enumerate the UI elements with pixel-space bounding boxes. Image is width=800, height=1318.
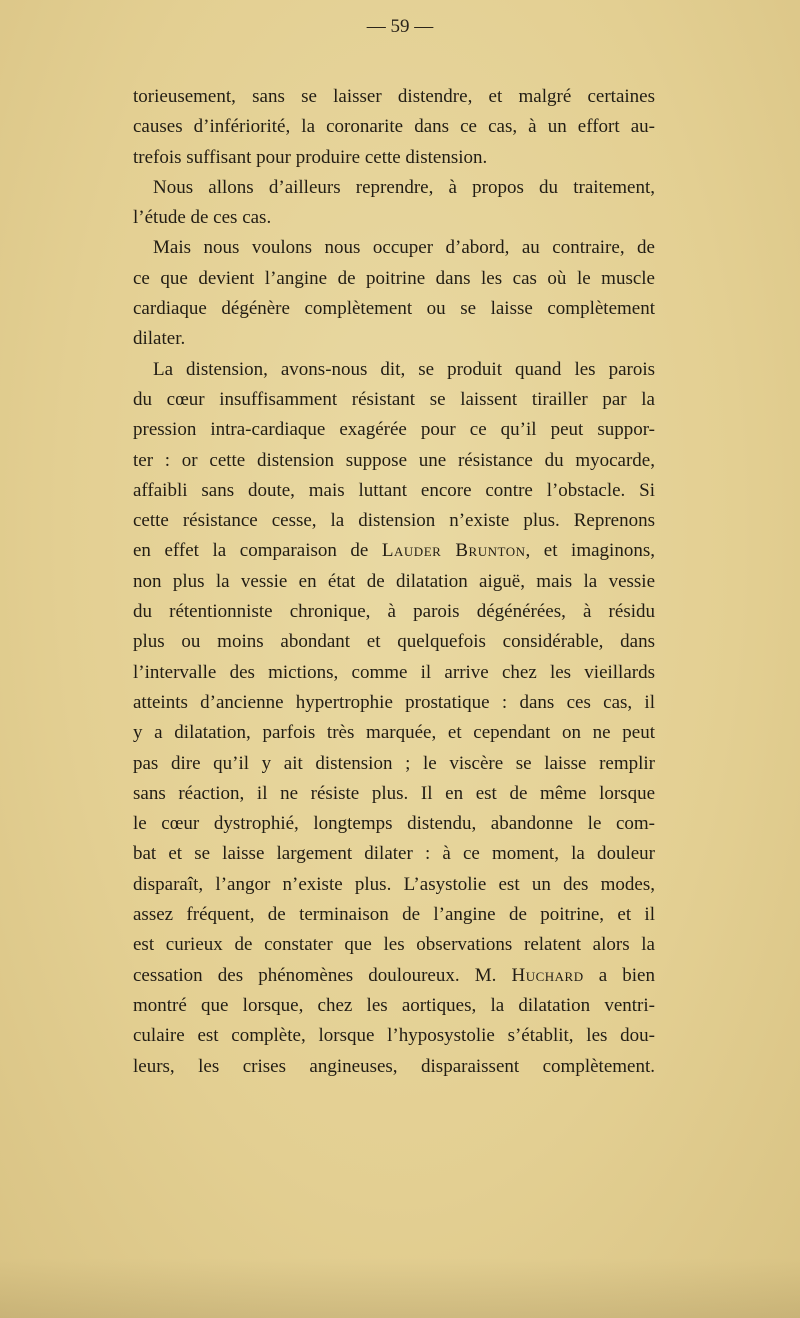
text-line [133, 536, 655, 566]
author-name: Huchard [511, 964, 584, 986]
text-line: ter : or cette distension suppose une résistance du myocarde, [133, 449, 655, 471]
text-line: bat et se laisse largement dilater : à ce moment, la douleur [133, 843, 655, 865]
text-line: causes d’infériorité, la coronarite dans ce cas, à un effort au- [133, 116, 655, 138]
text-line: pas dire qu’il y ait distension ; le viscère se laisse remplir [133, 752, 655, 774]
text-line: plus ou moins abondant et quelquefois considérable, dans [133, 631, 655, 653]
text-segment: a bien [583, 964, 655, 986]
text-segment: cessation des phénomènes douloureux. M. [133, 964, 512, 986]
text-line: l’intervalle des mictions, comme il arrive chez les vieillards [133, 661, 655, 683]
text-line: du cœur insuffisamment résistant se laissent tirailler par la [133, 388, 655, 410]
text-line: atteints d’ancienne hypertrophie prostatique : dans ces cas, il [133, 691, 655, 713]
text-line [133, 961, 655, 991]
page-number: — 59 — [366, 16, 434, 37]
text-line: leurs, les crises angineuses, disparaissent complètement. [133, 1055, 655, 1077]
text-line: Nous allons d’ailleurs reprendre, à propos du traitement, [153, 176, 655, 198]
page-edge-shadow [0, 1258, 800, 1318]
text-line: La distension, avons-nous dit, se produit quand les parois [153, 358, 655, 380]
text-line: disparaît, l’angor n’existe plus. L’asystolie est un des modes, [133, 873, 655, 895]
text-line: Mais nous voulons nous occuper d’abord, au contraire, de [153, 237, 655, 259]
text-line: montré que lorsque, chez les aortiques, la dilatation ventri- [133, 994, 655, 1016]
text-line: trefois suffisant pour produire cette distension. [133, 146, 488, 168]
text-line: l’étude de ces cas. [133, 207, 272, 229]
text-segment: , et imaginons, [525, 540, 655, 562]
text-line: y a dilatation, parfois très marquée, et cependant on ne peut [133, 722, 655, 744]
text-line: culaire est complète, lorsque l’hyposystolie s’établit, les dou- [133, 1025, 655, 1047]
author-name: Lauder Brunton [381, 540, 526, 562]
text-line: cardiaque dégénère complètement ou se laisse complètement [133, 298, 655, 320]
text-line: affaibli sans doute, mais luttant encore contre l’obstacle. Si [133, 479, 655, 501]
text-line: assez fréquent, de terminaison de l’angine de poitrine, et il [133, 904, 655, 926]
text-line: ce que devient l’angine de poitrine dans les cas où le muscle [133, 267, 655, 289]
text-segment: en effet la comparaison de [133, 540, 382, 562]
text-line: sans réaction, il ne résiste plus. Il en est de même lorsque [133, 782, 655, 804]
body-text [133, 82, 655, 1082]
text-line: non plus la vessie en état de dilatation aiguë, mais la vessie [133, 570, 655, 592]
text-line: est curieux de constater que les observations relatent alors la [133, 934, 655, 956]
text-line: torieusement, sans se laisser distendre, et malgré certaines [133, 86, 655, 107]
text-line: le cœur dystrophié, longtemps distendu, abandonne le com- [133, 813, 655, 835]
text-line: dilater. [133, 328, 186, 350]
text-line: du rétentionniste chronique, à parois dégénérées, à résidu [133, 601, 655, 623]
text-line: pression intra-cardiaque exagérée pour ce qu’il peut suppor- [133, 419, 655, 441]
text-line: cette résistance cesse, la distension n’existe plus. Reprenons [133, 510, 655, 532]
